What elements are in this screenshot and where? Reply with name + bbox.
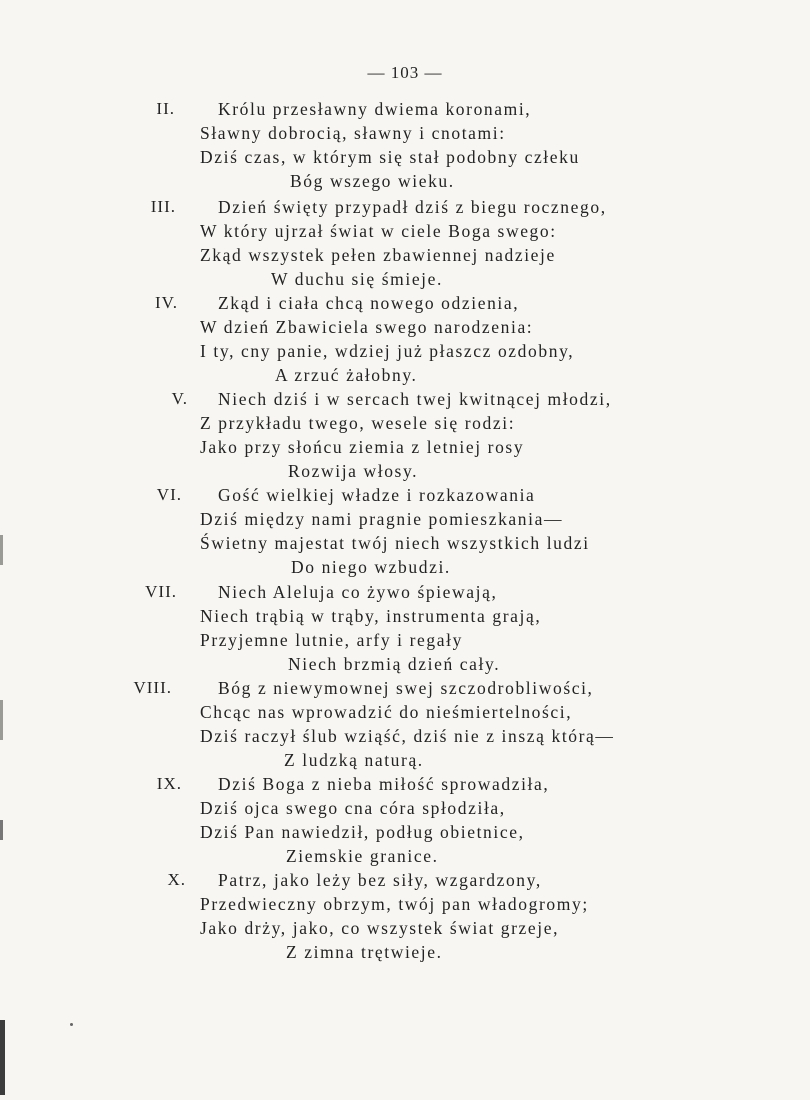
verse-line: Z ludzką naturą. <box>284 750 424 770</box>
left-edge-mark <box>0 700 3 740</box>
verse-line: Do niego wzbudzi. <box>291 557 451 577</box>
left-edge-mark <box>0 1020 5 1095</box>
verse-line: Dziś między nami pragnie pomieszkania— <box>200 509 564 529</box>
verse-line: Rozwija włosy. <box>288 461 419 481</box>
verse-line: Patrz, jako leży bez siły, wzgardzony, <box>218 870 542 890</box>
verse-line: Dziś Pan nawiedził, podług obietnice, <box>200 822 525 842</box>
verse-line: Ziemskie granice. <box>286 846 439 866</box>
verse-line: Niech brzmią dzień cały. <box>288 654 501 674</box>
stanza-numeral: III. <box>150 197 176 216</box>
stanza-numeral: VIII. <box>133 678 172 697</box>
verse-line: Niech trąbią w trąby, instrumenta grają, <box>200 606 542 626</box>
verse-line: Dziś czas, w którym się stał podobny człeku <box>200 147 580 167</box>
page-number: — 103 — <box>367 63 443 82</box>
verse-line: Niech dziś i w sercach twej kwitnącej młodzi, <box>218 389 612 409</box>
verse-line: Świetny majestat twój niech wszystkich ludzi <box>200 533 590 553</box>
verse-line: Jako przy słońcu ziemia z letniej rosy <box>200 437 525 457</box>
verse-line: Niech Aleluja co żywo śpiewają, <box>218 582 498 602</box>
verse-line: Jako drży, jako, co wszystek świat grzeje, <box>200 918 560 938</box>
verse-line: Dzień święty przypadł dziś z biegu rocznego, <box>218 197 607 217</box>
verse-line: Zkąd wszystek pełen zbawiennej nadzieje <box>200 245 556 265</box>
verse-line: Bóg wszego wieku. <box>290 171 455 191</box>
verse-line: W który ujrzał świat w ciele Boga swego: <box>200 221 557 241</box>
stanza-numeral: VI. <box>156 485 182 504</box>
stanza-numeral: VII. <box>145 582 177 601</box>
speck <box>70 1023 73 1026</box>
verse-line: Przedwieczny obrzym, twój pan władogromy; <box>200 894 589 914</box>
verse-line: Królu przesławny dwiema koronami, <box>218 99 532 119</box>
verse-line: Przyjemne lutnie, arfy i regały <box>200 630 463 650</box>
verse-line: Dziś Boga z nieba miłość sprowadziła, <box>218 774 550 794</box>
verse-line: A zrzuć żałobny. <box>275 365 418 385</box>
stanza-numeral: V. <box>171 389 188 408</box>
stanza-numeral: X. <box>167 870 186 889</box>
verse-line: Gość wielkiej władze i rozkazowania <box>218 485 536 505</box>
verse-line: Dziś ojca swego cna córa spłodziła, <box>200 798 506 818</box>
stanza-numeral: IV. <box>155 293 178 312</box>
verse-line: W duchu się śmieje. <box>271 269 443 289</box>
left-edge-mark <box>0 820 3 840</box>
verse-line: Bóg z niewymownej swej szczodrobliwości, <box>218 678 594 698</box>
verse-line: Sławny dobrocią, sławny i cnotami: <box>200 123 506 143</box>
verse-line: Chcąc nas wprowadzić do nieśmiertelności, <box>200 702 573 722</box>
left-edge-mark <box>0 535 3 565</box>
verse-line: Z zimna trętwieje. <box>286 942 443 962</box>
verse-line: Dziś raczył ślub wziąść, dziś nie z inszą którą— <box>200 726 615 746</box>
verse-line: W dzień Zbawiciela swego narodzenia: <box>200 317 534 337</box>
verse-line: Z przykładu twego, wesele się rodzi: <box>200 413 516 433</box>
stanza-numeral: IX. <box>156 774 182 793</box>
stanza-numeral: II. <box>156 99 175 118</box>
verse-line: I ty, cny panie, wdziej już płaszcz ozdobny, <box>200 341 575 361</box>
verse-line: Zkąd i ciała chcą nowego odzienia, <box>218 293 520 313</box>
